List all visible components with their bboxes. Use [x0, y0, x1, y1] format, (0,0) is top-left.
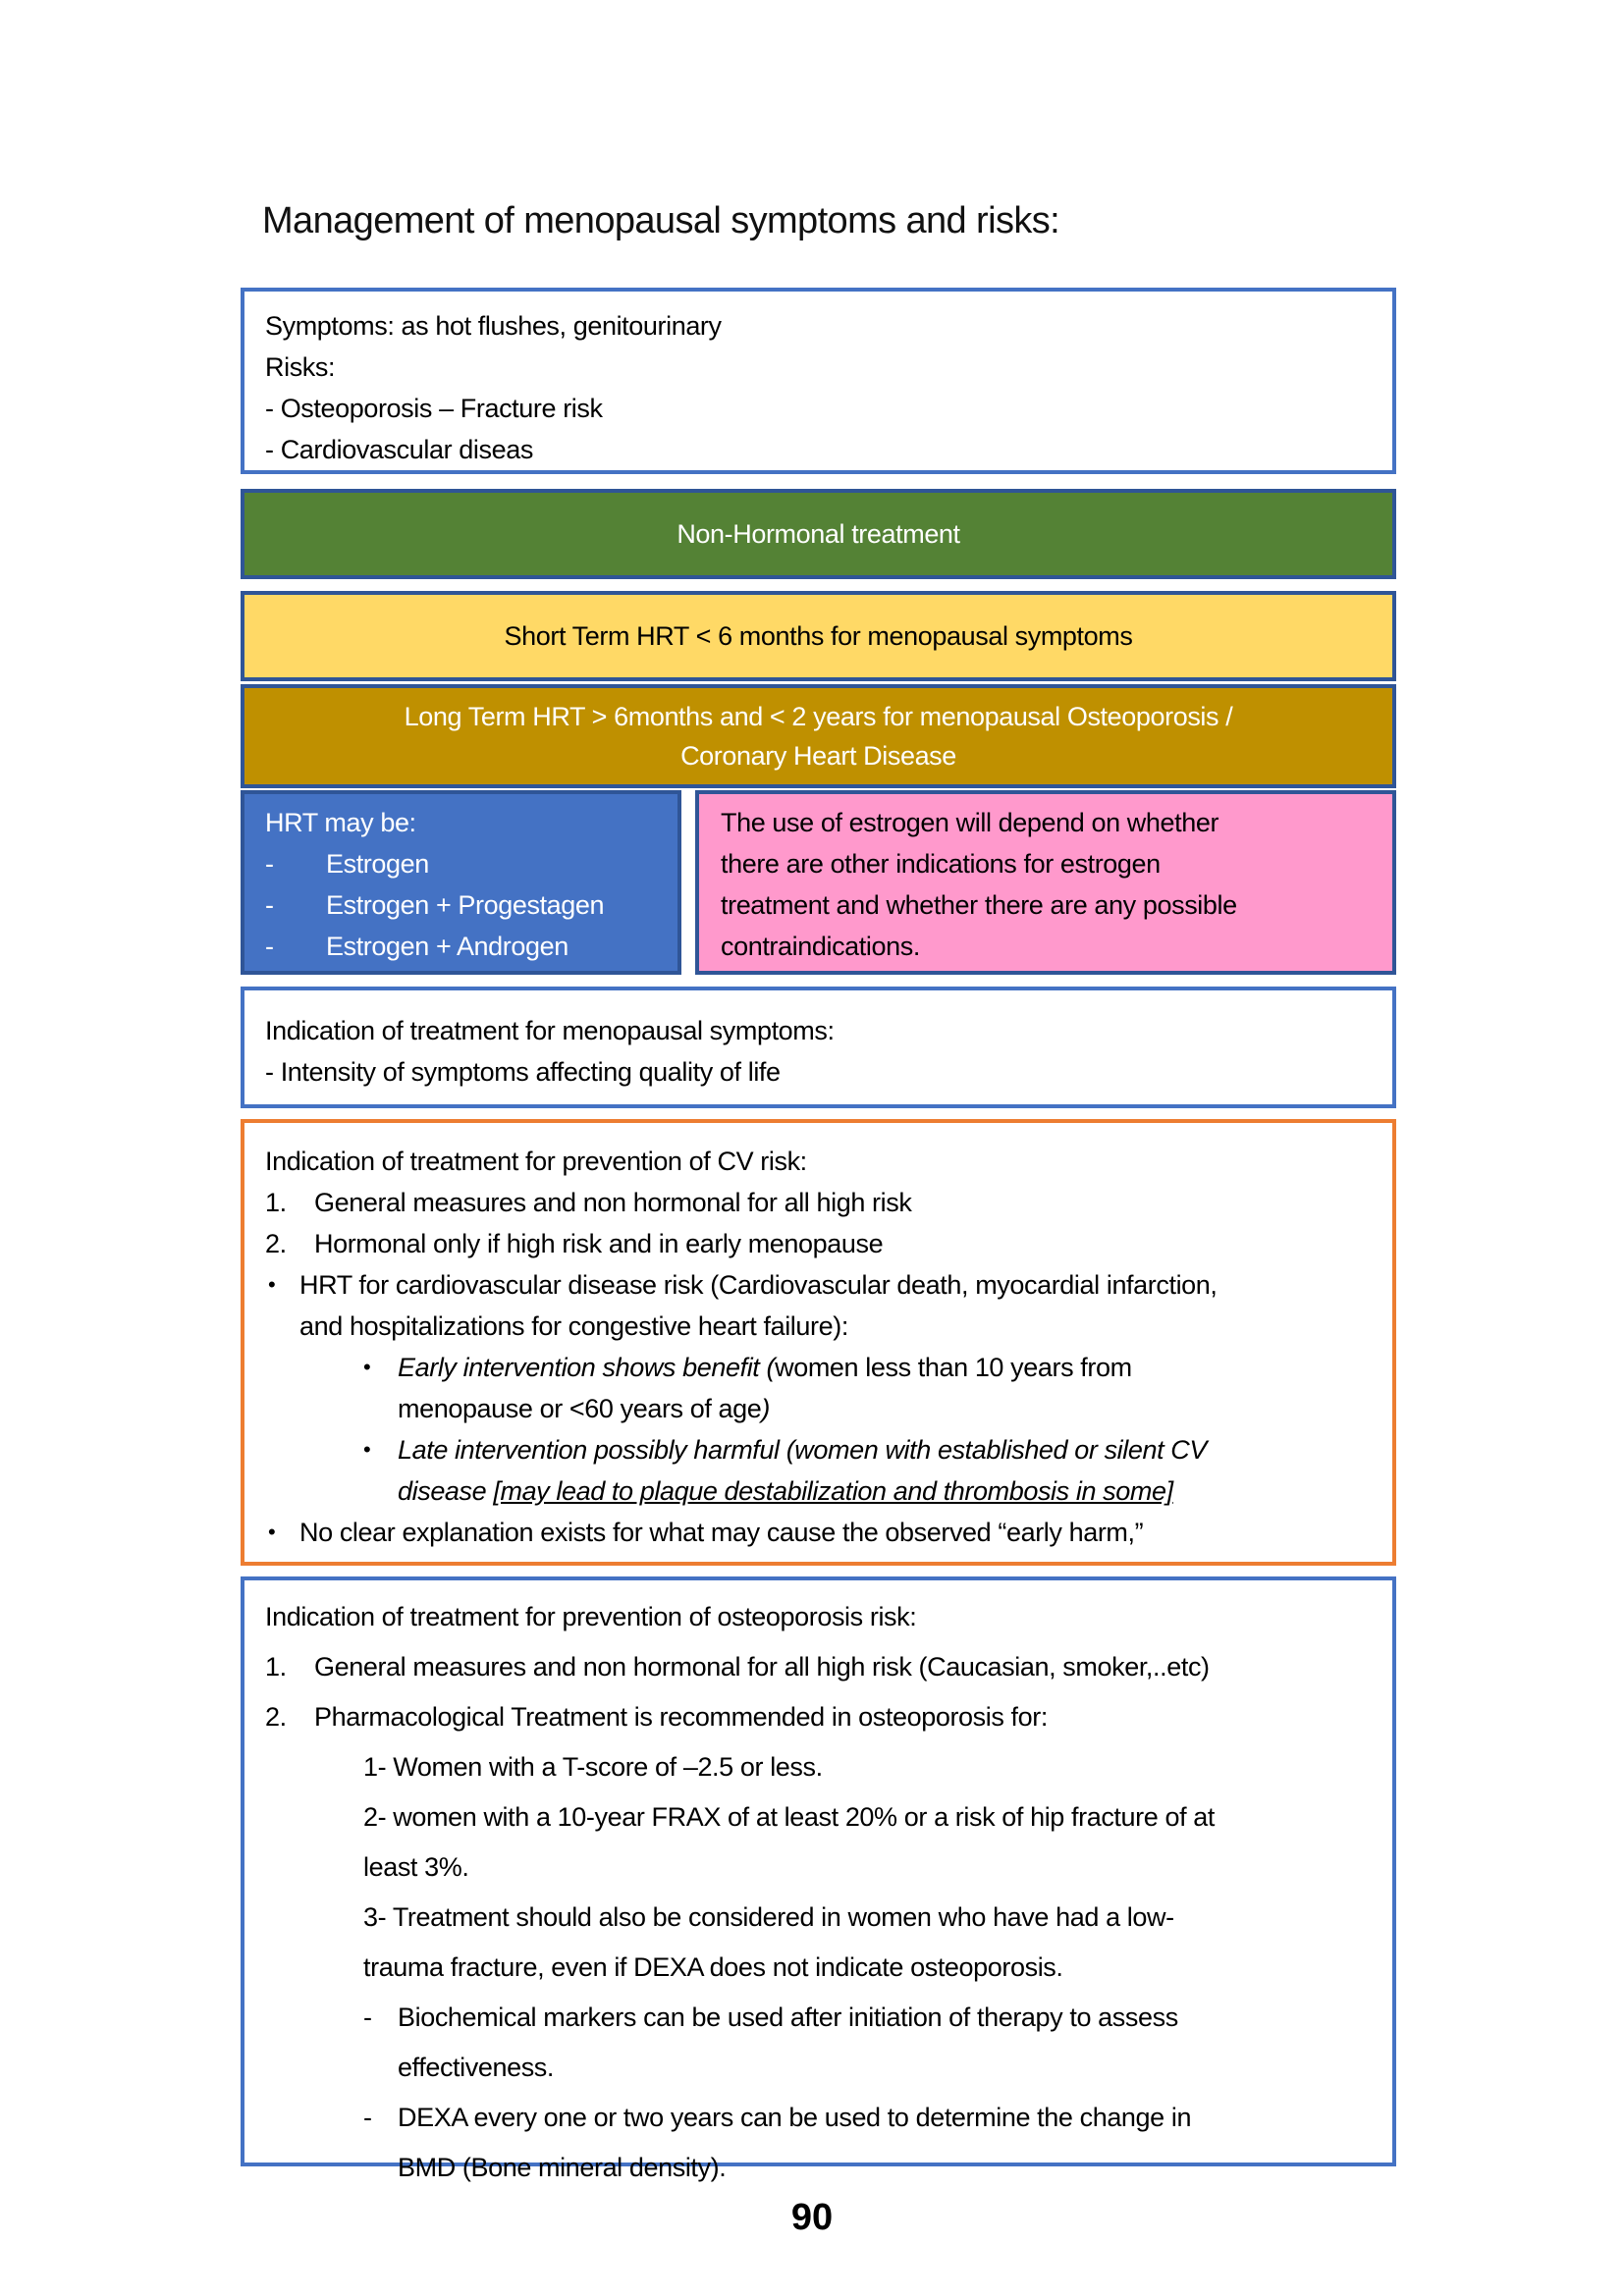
list-item [265, 2093, 1392, 2143]
bullet-icon: • [268, 1272, 276, 1297]
list-item-continuation [265, 2143, 1392, 2193]
list-item [265, 843, 677, 884]
monitoring-text: effectiveness. [398, 2053, 554, 2082]
list-item-continuation [265, 1470, 1392, 1512]
hrt-type: Estrogen + Androgen [326, 932, 568, 961]
late-intervention-line2 [398, 1470, 1173, 1512]
list-text: HRT for cardiovascular disease risk (Cardiovascular death, myocardial infarction, [299, 1270, 1218, 1300]
criteria-line [265, 1742, 1392, 1792]
short-term-hrt-band [241, 591, 1396, 681]
dash-marker: - [363, 2103, 372, 2132]
criteria-line [265, 1893, 1392, 1943]
dash-marker: - [265, 849, 274, 879]
early-intervention-emphasis: Early intervention shows benefit ( [398, 1353, 776, 1382]
list-item [265, 884, 677, 926]
osteoporosis-indication-box [241, 1576, 1396, 2182]
symptom-indication-box [241, 987, 1396, 1108]
hrt-type: Estrogen + Progestagen [326, 890, 605, 920]
non-hormonal-band [241, 489, 1396, 579]
cv-indication-heading: Indication of treatment for prevention of CV risk: [265, 1147, 807, 1176]
monitoring-text: Biochemical markers can be used after initiation of therapy to assess [398, 2002, 1178, 2032]
list-item [265, 1692, 1392, 1742]
early-intervention-close: ) [761, 1394, 771, 1423]
hrt-types-heading-row [265, 802, 677, 843]
page-number: 90 [790, 2197, 834, 2238]
criteria-text: least 3%. [363, 1852, 469, 1882]
list-number: 2. [265, 1229, 287, 1258]
list-item [265, 1993, 1392, 2043]
long-term-hrt-label-line1: Long Term HRT > 6months and < 2 years for menopausal Osteoporosis / [404, 702, 1233, 731]
list-item-continuation [265, 1388, 1392, 1429]
bullet-icon: • [268, 1520, 276, 1544]
osteo-indication-heading: Indication of treatment for prevention of osteoporosis risk: [265, 1602, 917, 1631]
list-item [265, 1642, 1392, 1692]
late-intervention-line: Late intervention possibly harmful (women with established or silent CV [398, 1435, 1208, 1465]
estrogen-note-line: there are other indications for estrogen [721, 849, 1161, 879]
list-item-continuation [265, 2043, 1392, 2093]
hrt-type: Estrogen [326, 849, 429, 879]
list-number: 1. [265, 1652, 287, 1682]
list-text: Pharmacological Treatment is recommended in osteoporosis for: [314, 1702, 1048, 1732]
hrt-types-heading: HRT may be: [265, 808, 416, 837]
early-intervention-line [398, 1347, 1132, 1388]
list-item [265, 1429, 1392, 1470]
cv-indication-box [241, 1119, 1396, 1566]
criteria-line [265, 1842, 1392, 1893]
list-text: No clear explanation exists for what may cause the observed “early harm,” [299, 1518, 1144, 1547]
symptoms-line: Symptoms: as hot flushes, genitourinary [265, 311, 722, 341]
estrogen-note-line: treatment and whether there are any possible [721, 890, 1237, 920]
list-item [265, 1223, 1392, 1264]
short-term-hrt-label: Short Term HRT < 6 months for menopausal symptoms [504, 621, 1133, 651]
symptom-indication-heading: Indication of treatment for menopausal symptoms: [265, 1016, 835, 1045]
list-item [265, 1182, 1392, 1223]
list-text: and hospitalizations for congestive heart failure): [299, 1311, 848, 1341]
dash-marker: - [265, 932, 274, 961]
list-text: Hormonal only if high risk and in early menopause [314, 1229, 884, 1258]
list-item [265, 1264, 1392, 1306]
symptom-indication-item: - Intensity of symptoms affecting quality of life [265, 1057, 781, 1087]
list-item-continuation [265, 1306, 1392, 1347]
risk-osteoporosis: - Osteoporosis – Fracture risk [265, 394, 603, 423]
list-number: 2. [265, 1702, 287, 1732]
list-text: General measures and non hormonal for all high risk (Caucasian, smoker,..etc) [314, 1652, 1210, 1682]
early-intervention-line2 [398, 1388, 770, 1429]
criteria-line [265, 1943, 1392, 1993]
list-item [265, 926, 677, 967]
late-intervention-plain: disease [398, 1476, 494, 1506]
list-item [265, 1512, 1392, 1553]
estrogen-note-box [695, 790, 1396, 975]
non-hormonal-label: Non-Hormonal treatment [677, 519, 960, 549]
criteria-text: 3- Treatment should also be considered in women who have had a low- [363, 1902, 1174, 1932]
symptoms-risks-box [241, 288, 1396, 474]
osteo-heading-row [265, 1592, 1392, 1642]
criteria-text: trauma fracture, even if DEXA does not indicate osteoporosis. [363, 1952, 1063, 1982]
criteria-text: 2- women with a 10-year FRAX of at least 20% or a risk of hip fracture of at [363, 1802, 1215, 1832]
long-term-hrt-band [241, 684, 1396, 788]
monitoring-text: DEXA every one or two years can be used to determine the change in [398, 2103, 1192, 2132]
estrogen-note-line: The use of estrogen will depend on whether [721, 808, 1219, 837]
monitoring-text: BMD (Bone mineral density). [398, 2153, 727, 2182]
page-title: Management of menopausal symptoms and risks: [262, 200, 1060, 241]
cv-indication-heading-row [265, 1141, 1392, 1182]
criteria-text: 1- Women with a T-score of –2.5 or less. [363, 1752, 823, 1782]
risks-label: Risks: [265, 352, 336, 382]
dash-marker: - [265, 890, 274, 920]
bullet-icon: • [363, 1437, 371, 1462]
long-term-hrt-label-line2: Coronary Heart Disease [680, 741, 956, 771]
list-number: 1. [265, 1188, 287, 1217]
early-intervention-detail2: menopause or <60 years of age [398, 1394, 762, 1423]
dash-marker: - [363, 2002, 372, 2032]
late-intervention-underlined: [may lead to plaque destabilization and thrombosis in some] [493, 1476, 1173, 1506]
criteria-line [265, 1792, 1392, 1842]
estrogen-note-line: contraindications. [721, 932, 920, 961]
hrt-types-box [241, 790, 681, 975]
list-item [265, 1347, 1392, 1388]
list-text: General measures and non hormonal for all high risk [314, 1188, 912, 1217]
bullet-icon: • [363, 1355, 371, 1379]
risk-cardiovascular: - Cardiovascular diseas [265, 435, 533, 464]
early-intervention-detail: women less than 10 years from [775, 1353, 1132, 1382]
